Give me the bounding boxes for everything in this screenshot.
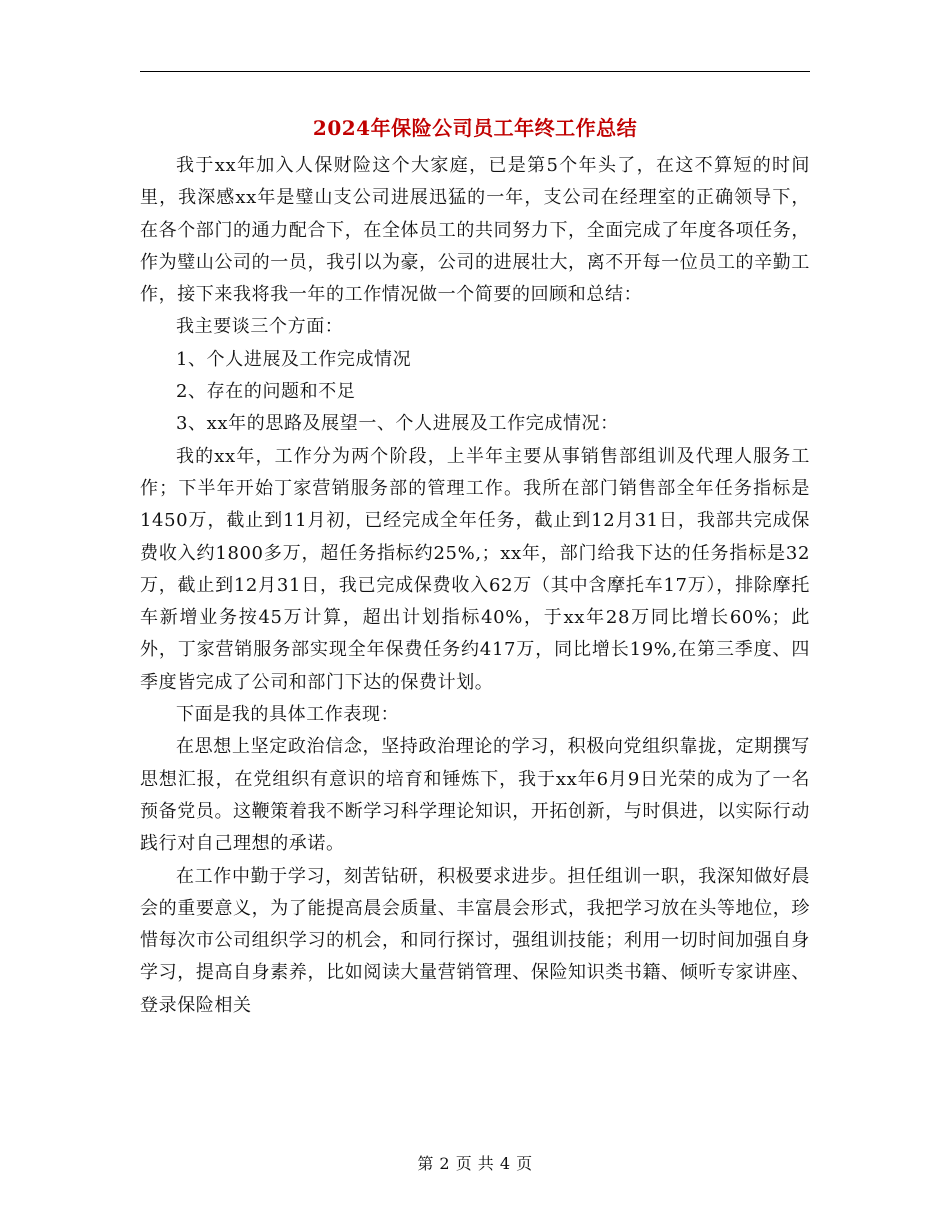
- paragraph-work-stages: 我的xx年，工作分为两个阶段，上半年主要从事销售部组训及代理人服务工作；下半年开始丁家营销服务部的管理工作。我所在部门销售部全年任务指标是1450万，截止到11月初，已经完成全年任务，截止到12月31日，我部共完成保费收入约1800多万，超任务指标约25%,；xx年，部门给我下达的任务指标是32万，截止到12月31日，我已完成保费收入62万（其中含摩托车17万），排除摩托车新增业务按45万计算，超出计划指标40%，于xx年28万同比增长60%；此外，丁家营销服务部实现全年保费任务约417万，同比增长19%,在第三季度、四季度皆完成了公司和部门下达的保费计划。: [140, 445, 810, 693]
- paragraph-learning: 在工作中勤于学习，刻苦钻研，积极要求进步。担任组训一职，我深知做好晨会的重要意义，为了能提高晨会质量、丰富晨会形式，我把学习放在头等地位，珍惜每次市公司组织学习的机会，和同行探讨，强组训技能；利用一切时间加强自身学习，提高自身素养，比如阅读大量营销管理、保险知识类书籍、倾听专家讲座、登录保险相关: [140, 865, 810, 1016]
- page-number: 第 2 页 共 4 页: [417, 1154, 533, 1173]
- paragraph-performance-heading: 下面是我的具体工作表现：: [176, 704, 400, 726]
- paragraph-ideology: 在思想上坚定政治信念，坚持政治理论的学习，积极向党组织靠拢，定期撰写思想汇报，在党组织有意识的培育和锤炼下，我于xx年6月9日光荣的成为了一名预备党员。这鞭策着我不断学习科学理论知识，开拓创新，与时俱进，以实际行动践行对自己理想的承诺。: [140, 736, 810, 855]
- document-body: [140, 150, 810, 1022]
- list-item-1: 1、个人进展及工作完成情况: [176, 348, 412, 370]
- list-item-3: 3、xx年的思路及展望一、个人进展及工作完成情况：: [176, 413, 619, 435]
- paragraph-intro: 我于xx年加入人保财险这个大家庭，已是第5个年头了，在这不算短的时间里，我深感xx年是璧山支公司进展迅猛的一年，支公司在经理室的正确领导下，在各个部门的通力配合下，在全体员工的共同努力下，全面完成了年度各项任务，作为璧山公司的一员，我引以为豪，公司的进展壮大，离不开每一位员工的辛勤工作，接下来我将我一年的工作情况做一个简要的回顾和总结：: [140, 155, 810, 306]
- paragraph-three-aspects: 我主要谈三个方面：: [176, 316, 344, 338]
- header-rule: [140, 71, 810, 72]
- list-item-2: 2、存在的问题和不足: [176, 381, 356, 403]
- document-title: 2024年保险公司员工年终工作总结: [312, 116, 638, 140]
